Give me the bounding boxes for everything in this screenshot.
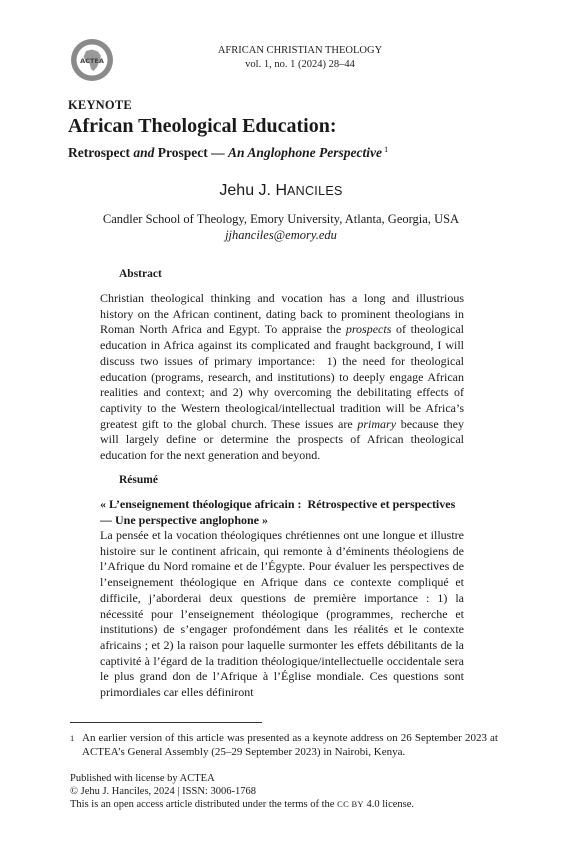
abstract-text — [100, 291, 464, 464]
author-email[interactable]: jjhanciles@emory.edu — [225, 228, 337, 242]
abstract-text-3: because they will largely define or determine the prospects of African theological education for the next generation and beyond. — [100, 416, 464, 463]
footnote-text: An earlier version of this article was presented as a keynote address on 26 September 2023 at ACTEA’s General Assembly (25–29 September 2023) in Nairobi, Kenya. — [82, 732, 498, 758]
abstract-heading: Abstract — [119, 268, 162, 280]
abstract-text-1: Christian theological thinking and vocation has a long and illustrious history on the African continent, dating back to prominent theologians in Roman North Africa and Egypt. To appraise the — [100, 291, 464, 337]
actea-logo — [70, 38, 114, 82]
license-open-access — [70, 798, 414, 812]
resume-text: La pensée et la vocation théologiques chrétiennes ont une longue et illustre histoire sur le continent africain, qui remonte à d’éminents théologiens de l’Afrique du Nord romaine et de l’Égypte. Pour évaluer les perspectives de l’enseignement théologique en Afrique dans ce contexte compliqué et difficile, j’aborderai deux questions de première importance : 1) la nécessité pour l’enseignement théologique (programmes, recherche et institutions) de s’engager profondément dans les réalités et le contexte africains ; et 2) la raison pour laquelle surmonter les effets débilitants de la captivité à l’égard de la tradition théologique/intellectuelle occidentale sera le plus grand don de l’Afrique à l’Église mondiale. Ces questions sont primordiales car elles définiront — [100, 528, 464, 700]
license-text-a: This is an open access article distributed under the terms of the — [70, 799, 338, 811]
resume-title: « L’enseignement théologique africain : Rétrospective et perspectives — Une perspective anglophone » — [100, 497, 456, 527]
author-last-smallcaps: ANCILES — [287, 184, 343, 198]
license-block — [70, 773, 414, 812]
journal-name: AFRICAN CHRISTIAN THEOLOGY — [217, 45, 383, 56]
journal-header — [170, 44, 430, 72]
author-name — [0, 181, 562, 201]
article-subtitle — [68, 140, 388, 162]
footnote — [70, 731, 498, 759]
abstract-emphasis-primary: primary — [357, 416, 397, 431]
resume-heading: Résumé — [119, 474, 158, 486]
footnote-number: 1 — [70, 733, 75, 743]
license-published: Published with license by ACTEA — [70, 773, 215, 784]
author-first: Jehu J. — [219, 182, 276, 199]
subtitle-part-3: An Anglophone Perspective — [228, 145, 382, 160]
actea-seal — [70, 38, 114, 82]
subtitle-and: and — [133, 145, 155, 160]
logo-text: ACTEA — [80, 57, 104, 65]
journal-issue: vol. 1, no. 1 (2024) 28–44 — [245, 59, 355, 70]
license-text-b: 4.0 license. — [363, 799, 415, 811]
license-cc[interactable]: CC BY — [337, 799, 364, 810]
subtitle-part-2: Prospect — — [154, 145, 228, 160]
abstract-emphasis-prospects: prospects — [345, 322, 392, 337]
section-label: KEYNOTE — [68, 98, 132, 112]
article-title: African Theological Education: — [68, 115, 337, 137]
abstract-text-2: of theological education in Africa against its complicated and fraught background, I will discuss two issues of primary importance: 1) the need for theological education (programs, research, and institutions) to deeply engage African realities and context; and 2) why overcoming the debilitating effects of captivity to the Western theological/intellectual tradition will be Africa’s greatest gift to the global church. These issues are — [100, 322, 465, 431]
author-last-cap: H — [275, 182, 287, 199]
license-copyright: © Jehu J. Hanciles, 2024 | ISSN: 3006-1768 — [70, 785, 256, 797]
footnote-divider — [70, 722, 262, 723]
footnote-ref[interactable]: 1 — [384, 144, 389, 154]
subtitle-part-1: Retrospect — [68, 145, 134, 160]
author-affiliation: Candler School of Theology, Emory University, Atlanta, Georgia, USA — [102, 212, 460, 226]
